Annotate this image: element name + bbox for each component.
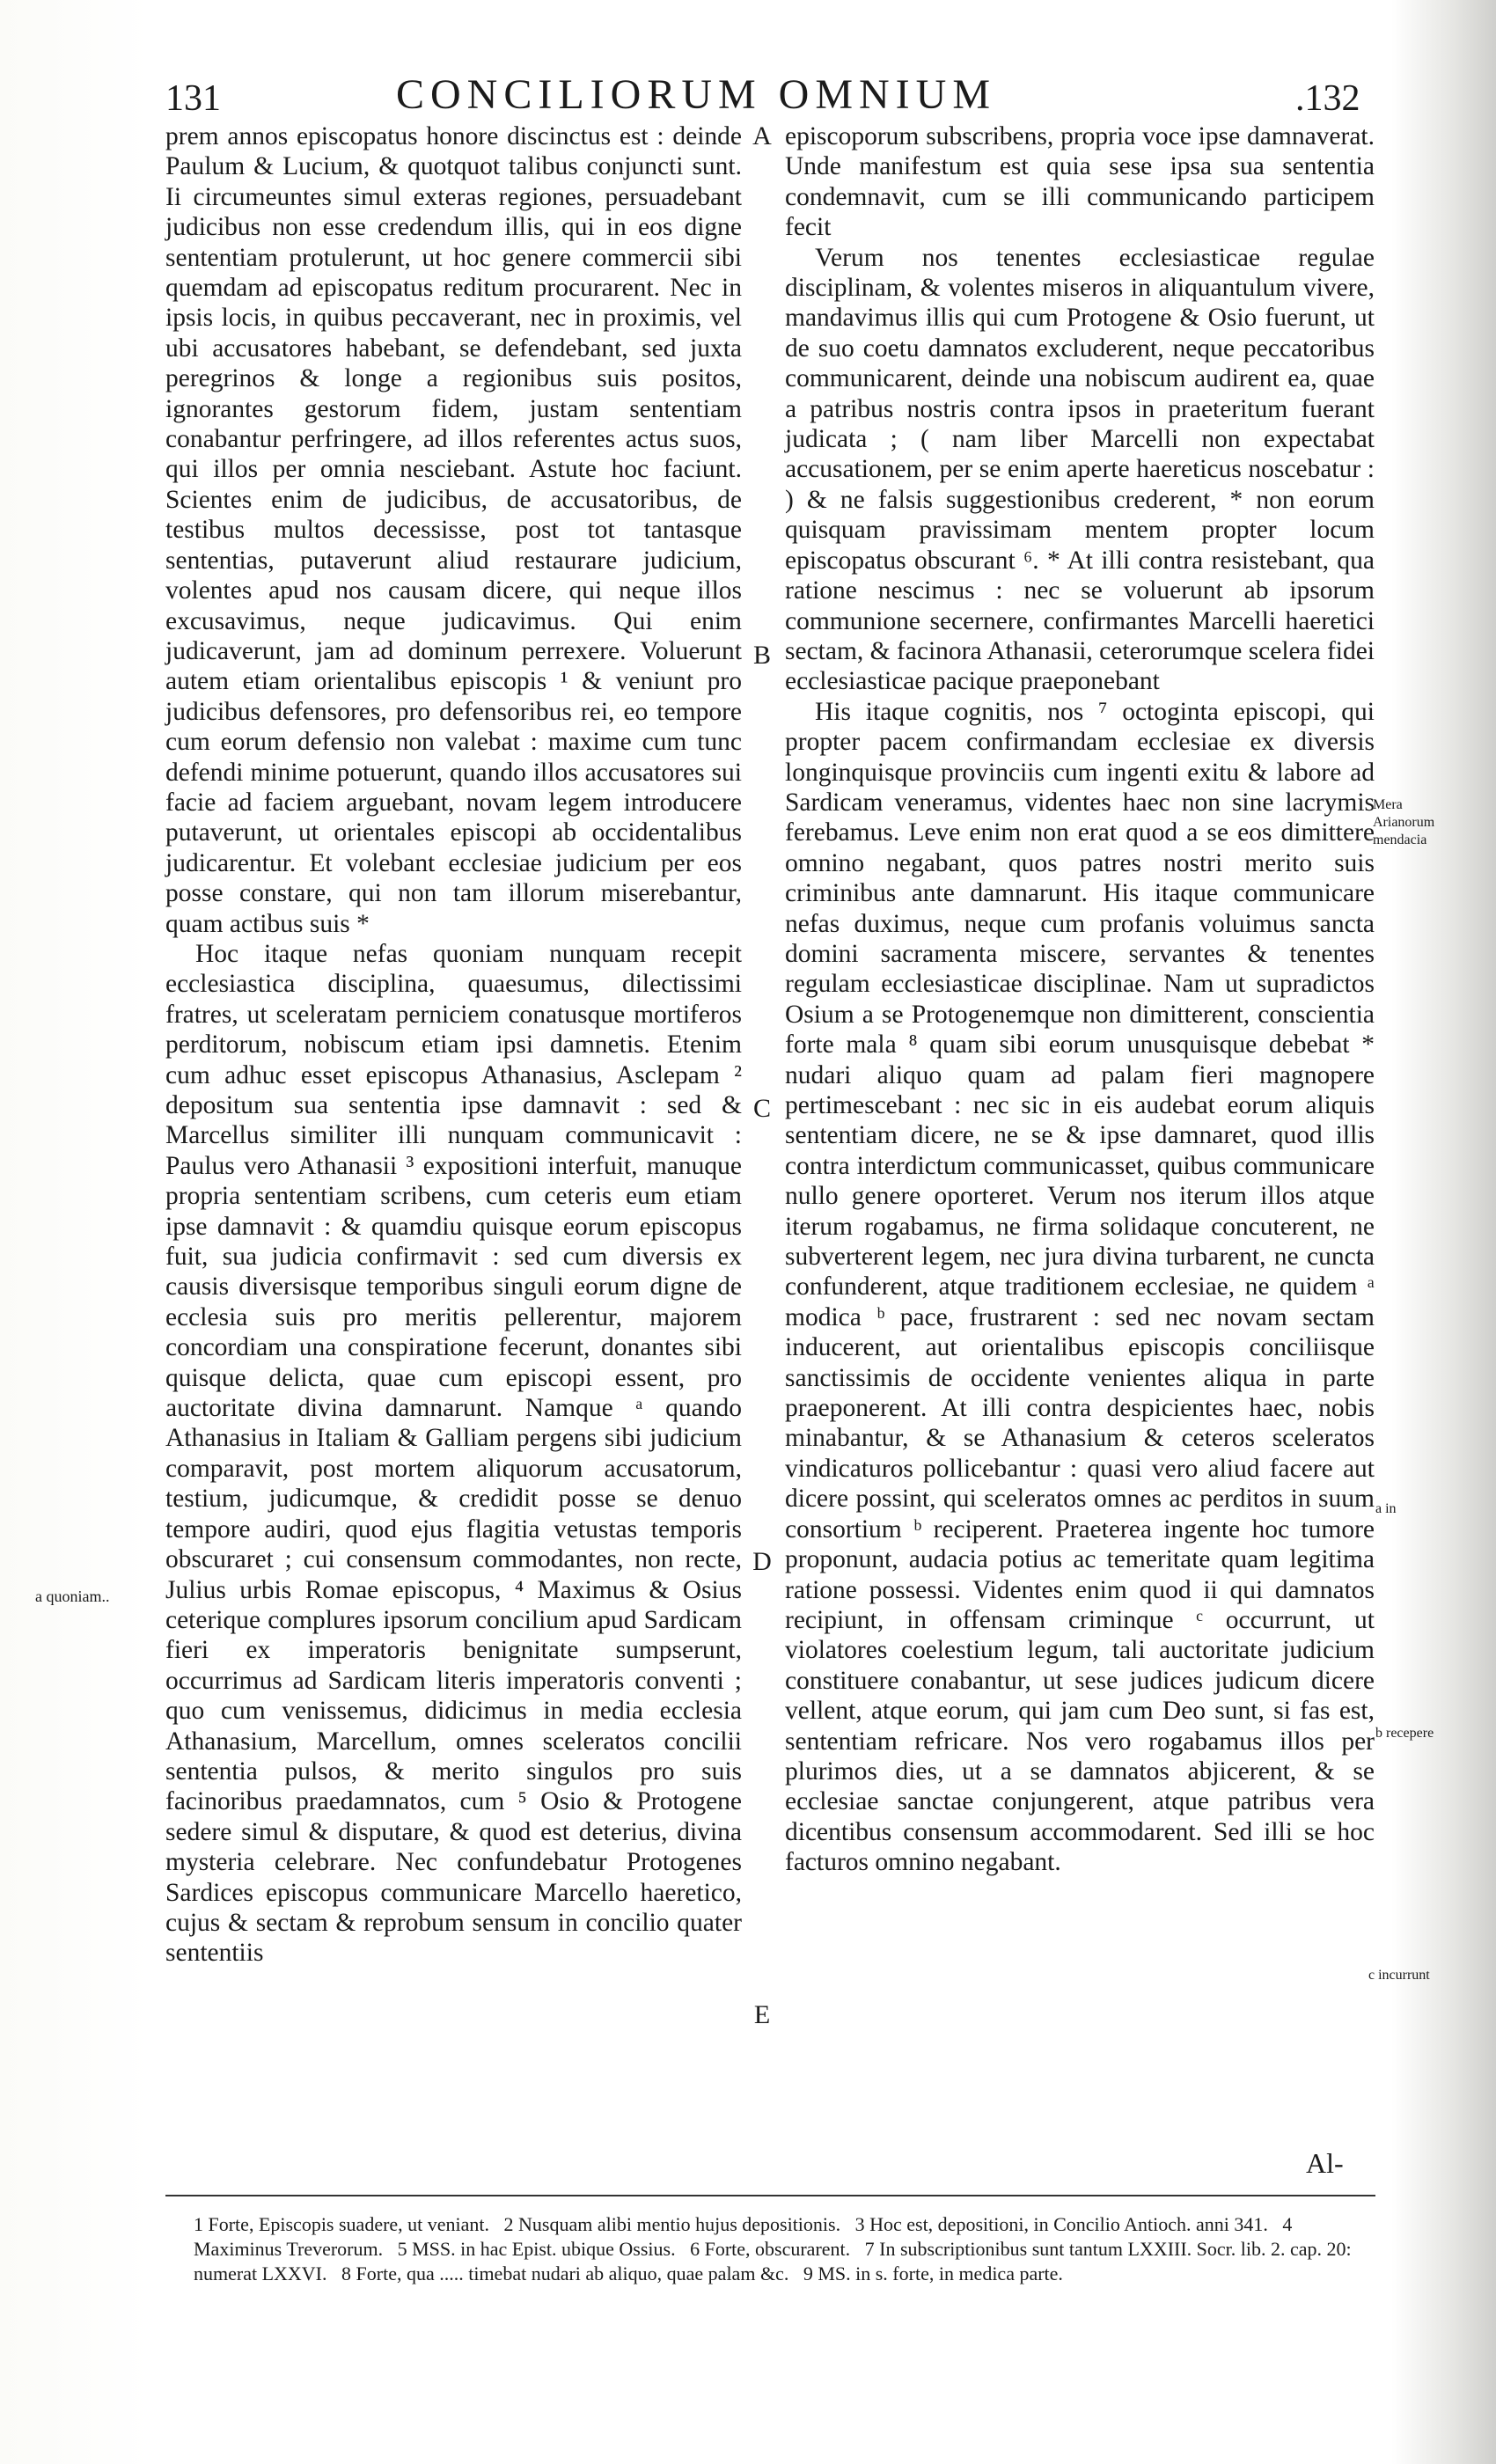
margin-note-c-incurrunt: c incurrunt bbox=[1368, 1968, 1430, 1983]
page-number-right: .132 bbox=[1295, 78, 1360, 119]
section-letter-b: B bbox=[752, 641, 771, 670]
right-column bbox=[785, 121, 1375, 1878]
right-paragraph-3: His itaque cognitis, nos ⁷ octoginta episcopi, qui propter pacem confirmandam ecclesiae ex diversis longinquisque provinciis cum ingenti exitu & labore ad Sardicam veneramus, videntes haec non sine lacrymis ferebamus. Leve enim non erat quod a se eos dimittere omnino negabant, quos patres nostri merito suis criminibus ante damnarunt. His itaque communicare nefas duximus, neque cum profanis voluimus sancta domini sacramenta miscere, servantes & tenentes regulam ecclesiasticae disciplinae. Nam ut supradictos Osium a se Protogenemque non dimitterent, conscientia forte mala ⁸ quam sibi eorum unusquisque debebat * nudari aliquo quam ad palam fieri magnopere pertimescebant : nec sic in eis audebat eorum aliquis sententiam dicere, ne se & ipse damnaret, quod illis contra interdictum communicasset, quibus communicare nullo genere oporteret. Verum nos iterum illos atque iterum rogabamus, ne firma solidaque concuterent, ne subverterent legem, nec jura divina turbarent, ne cuncta confunderent, atque traditionem ecclesiae, ne quidem ᵃ modica ᵇ pace, frustrarent : sed nec novam sectam inducerent, aut orientalibus episcopis conciliisque sanctissimis de occidente venientes aliqua in parte praeponerent. At illi contra despicientes haec, nobis minabantur, & se Athanasium & ceteros sceleratos vindicaturos pollicebantur : quasi vero aliud facere aut dicere possint, qui sceleratos omnes ac perditos in suum consortium ᵇ reciperent. Praeterea ingente hoc tumore proponunt, audacia potius ac temeritate quam legitima ratione possessi. Videntes enim quod ii qui damnatos recipiunt, in offensam criminque ᶜ occurrunt, ut violatores coelestium legum, tali auctoritate judicium constituere conabantur, ut sese judices judicum dicere vellent, atque eorum, qui jam cum Deo sunt, si fas est, sententiam refricare. Nos vero rogabamus illos per plurimos dies, ut a se damnatos abjicerent, & se ecclesiae sanctae conjungerent, atque patribus vera dicentibus consensum accommodarent. Sed illi se hoc facturos omnino negabant. bbox=[785, 697, 1375, 1877]
left-paragraph-2: Hoc itaque nefas quoniam nunquam recepit ecclesiastica disciplina, quaesumus, dilectissimi fratres, ut sceleratam perniciem conatusque mortiferos perditorum, nobiscum etiam ipsi damnetis. Etenim cum adhuc esset episcopus Athanasius, Asclepam ² depositum sua sententia ipse damnavit : sed & Marcellus similiter illi nunquam communicavit : Paulus vero Athanasii ³ expositioni interfuit, manuque propria sententiam scribens, cum ceteris eum etiam ipse damnavit : & quamdiu quisque eorum episcopus fuit, sua judicia confirmavit : sed cum diversis ex causis diversisque temporibus singuli eorum digne de ecclesia suis pro meritis pellerentur, majorem concordiam una conspiratione fecerunt, donantes sibi quisque delicta, quae cum episcopi essent, pro auctoritate divina damnarunt. Namque ᵃ quando Athanasius in Italiam & Galliam pergens sibi judicium comparavit, post mortem aliquorum accusatorum, testium, judicumque, & credidit posse se denuo tempore audiri, quod ejus flagitia vetustas temporis obscuraret ; cui consensum commodantes, non recte, Julius urbis Romae episcopus, ⁴ Maximus & Osius ceterique complures ipsorum concilium apud Sardicam fieri ex imperatoris benignitate sumpserunt, occurrimus ad Sardicam literis imperatoris conventi ; quo cum venissemus, didicimus in media ecclesia Athanasium, Marcellum, omnes sceleratos concilii sententia pulsos, & merito singulos pro suis facinoribus praedamnatos, cum ⁵ Osio & Protogene sedere simul & disputare, & quod est deterius, divina mysteria celebrare. Nec confundebatur Protogenes Sardices episcopus communicare Marcello haeretico, cujus & sectam & reprobum sensum in concilio quater sententiis bbox=[165, 939, 742, 1968]
section-letter-a: A bbox=[752, 121, 772, 150]
footnote-9: 9 MS. in s. forte, in medica parte. bbox=[803, 2262, 1063, 2284]
right-paragraph-2: Verum nos tenentes ecclesiasticae regulae disciplinam, & volentes miseros in aliquantulum vivere, mandavimus illis qui cum Protogene & Osio fuerunt, ut de suo coetu damnatos excluderent, neque peccatoribus communicarent, deinde una nobiscum audirent ea, quae a patribus nostris contra ipsos in praeteritum fuerant judicata ; ( nam liber Marcelli non expectabat accusationem, per se enim aperte haereticus noscebatur : ) & ne falsis suggestionibus crederent, * non eorum quisquam pravissimam mentem propter locum episcopatus obscurant ⁶. * At illi contra resistebant, qua ratione nescimus : nec se voluerunt ab ipsorum communione secernere, confirmantes Marcelli haeretici sectam, & facinora Athanasii, ceterorumque scelera fidei ecclesiasticae pacique praeponebant bbox=[785, 243, 1375, 696]
footnote-8: 8 Forte, qua ..... timebat nudari ab aliquo, quae palam &c. bbox=[341, 2262, 789, 2284]
margin-note-arian-lies: Mera Arianorum mendacia bbox=[1373, 797, 1435, 847]
footnote-rule bbox=[165, 2195, 1375, 2196]
footnotes bbox=[194, 2212, 1377, 2286]
left-paragraph-1: prem annos episcopatus honore discinctus est : deinde Paulum & Lucium, & quotquot talibus conjuncti sunt. Ii circumeuntes simul exteras regiones, persuadebant judicibus non esse credendum illis, qui in eos digne sententiam protulerunt, ut hoc genere commercii sibi quemdam ad episcopatus reditum procurarent. Nec in ipsis locis, in quibus peccaverant, nec in proximis, vel ubi accusatores habebant, se defendebant, sed juxta peregrinos & longe a regionibus suis positos, ignorantes gestorum fidem, justam sententiam conabantur perfringere, ad illos referentes actus suos, qui illos per omnia nesciebant. Astute hoc faciunt. Scientes enim de judicibus, de accusatoribus, de testibus multos decessisse, post tot tantasque sententias, putaverunt aliud restaurare judicium, volentes apud nos causam dicere, qui neque illos excusavimus, neque judicavimus. Qui enim judicaverunt, jam ad dominum perrexere. Voluerunt autem etiam orientalibus episcopis ¹ & veniunt pro judicibus defensores, pro defensoribus rei, eo tempore cum eorum defensio non valebat : maxime cum tunc defendi minime potuerunt, quando illos accusatores sui facie ad faciem arguebant, novam legem introducere putaverunt, ut orientales episcopi ab occidentalibus judicarentur. Et volebant ecclesiae judicium per eos posse constare, qui non tam illorum miserebantur, quam actibus suis * bbox=[165, 122, 742, 938]
margin-note-left: a quoniam.. bbox=[35, 1588, 110, 1605]
footnote-1: 1 Forte, Episcopis suadere, ut veniant. bbox=[194, 2213, 490, 2235]
section-letter-e: E bbox=[753, 2000, 771, 2029]
running-title: CONCILIORUM OMNIUM bbox=[396, 71, 997, 118]
footnote-7: 7 In subscriptionibus sunt tantum LXXIII. Socr. lib. 2. cap. 20: numerat LXXVI. bbox=[194, 2238, 1352, 2284]
right-paragraph-1: episcoporum subscribens, propria voce ipse damnaverat. Unde manifestum est quia sese ipsa sua sententia condemnavit, cum se illi communicando participem fecit bbox=[785, 122, 1375, 242]
page-number-left: 131 bbox=[165, 78, 221, 119]
footnote-5: 5 MSS. in hac Epist. ubique Ossius. bbox=[397, 2238, 676, 2260]
footnote-3: 3 Hoc est, depositioni, in Concilio Antioch. anni 341. bbox=[854, 2213, 1268, 2235]
footnote-4: 4 Maximinus Treverorum. bbox=[194, 2213, 1293, 2260]
margin-note-a-in: a in bbox=[1375, 1501, 1397, 1516]
footnote-2: 2 Nusquam alibi mentio hujus depositionis. bbox=[503, 2213, 841, 2235]
footnote-6: 6 Forte, obscurarent. bbox=[690, 2238, 851, 2260]
margin-note-b-recepere: b recepere bbox=[1375, 1726, 1434, 1741]
section-letter-c: C bbox=[752, 1094, 771, 1123]
catchword: Al- bbox=[1306, 2147, 1344, 2179]
section-letter-d: D bbox=[752, 1547, 772, 1576]
left-column bbox=[165, 121, 742, 1969]
